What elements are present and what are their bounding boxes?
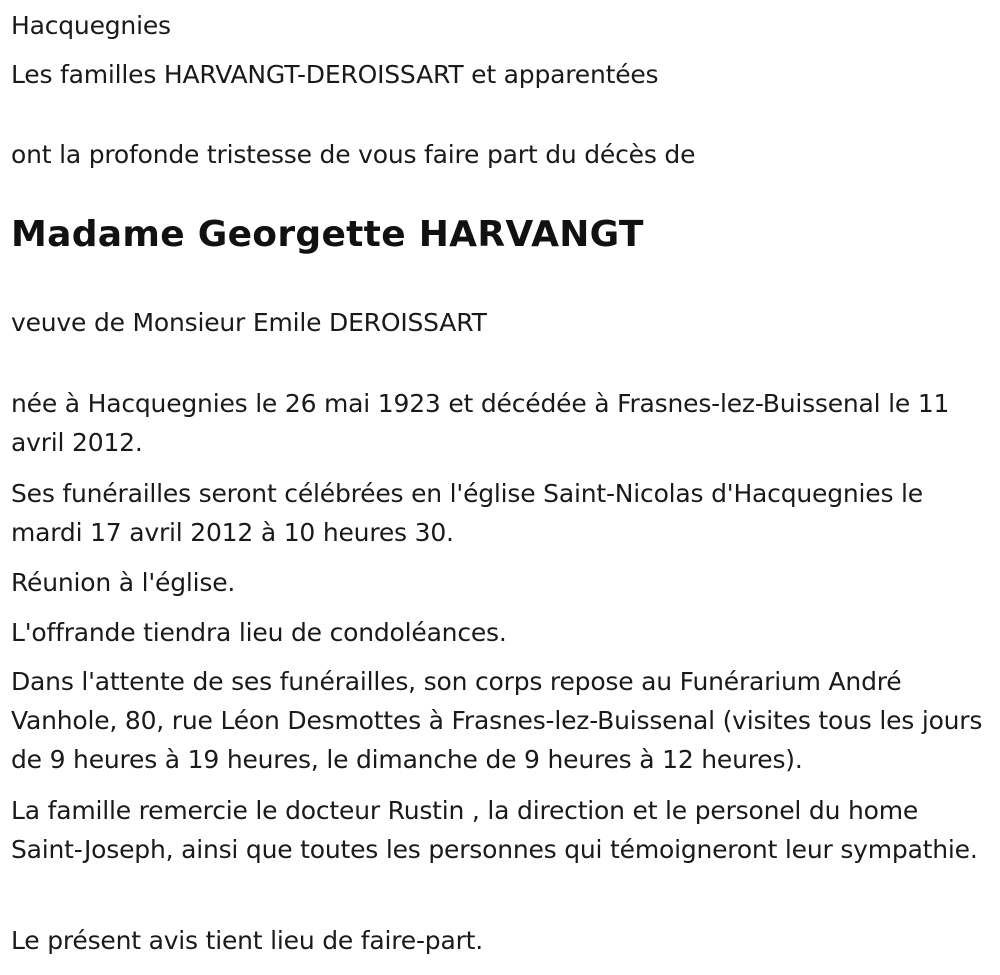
location-line: Hacquegnies	[11, 11, 171, 40]
repose-paragraph: Dans l'attente de ses funérailles, son corps repose au Funérarium André Vanhole, 80, rue Léon Desmottes à Frasnes-lez-Buissenal (visites tous les jours de 9 heures à 19 heures, le dimanche de 9 heures à 12 heures).	[11, 667, 983, 774]
meeting-line: Réunion à l'église.	[11, 568, 236, 597]
thanks-paragraph: La famille remercie le docteur Rustin , la direction et le personel du home Saint-Joseph, ainsi que toutes les personnes qui témoigneront leur sympathie.	[11, 796, 978, 864]
offering-line: L'offrande tiendra lieu de condoléances.	[11, 618, 507, 647]
closing-line: Le présent avis tient lieu de faire-part.	[11, 926, 484, 955]
funeral-paragraph: Ses funérailles seront célébrées en l'église Saint-Nicolas d'Hacquegnies le mardi 17 avril 2012 à 10 heures 30.	[11, 479, 923, 547]
spouse-line: veuve de Monsieur Emile DEROISSART	[11, 308, 487, 337]
deceased-name: Madame Georgette HARVANGT	[11, 214, 644, 255]
families-line: Les familles HARVANGT-DEROISSART et apparentées	[11, 60, 659, 89]
announcement-line: ont la profonde tristesse de vous faire part du décès de	[11, 140, 696, 169]
birth-death-paragraph: née à Hacquegnies le 26 mai 1923 et décédée à Frasnes-lez-Buissenal le 11 avril 2012.	[11, 389, 950, 457]
